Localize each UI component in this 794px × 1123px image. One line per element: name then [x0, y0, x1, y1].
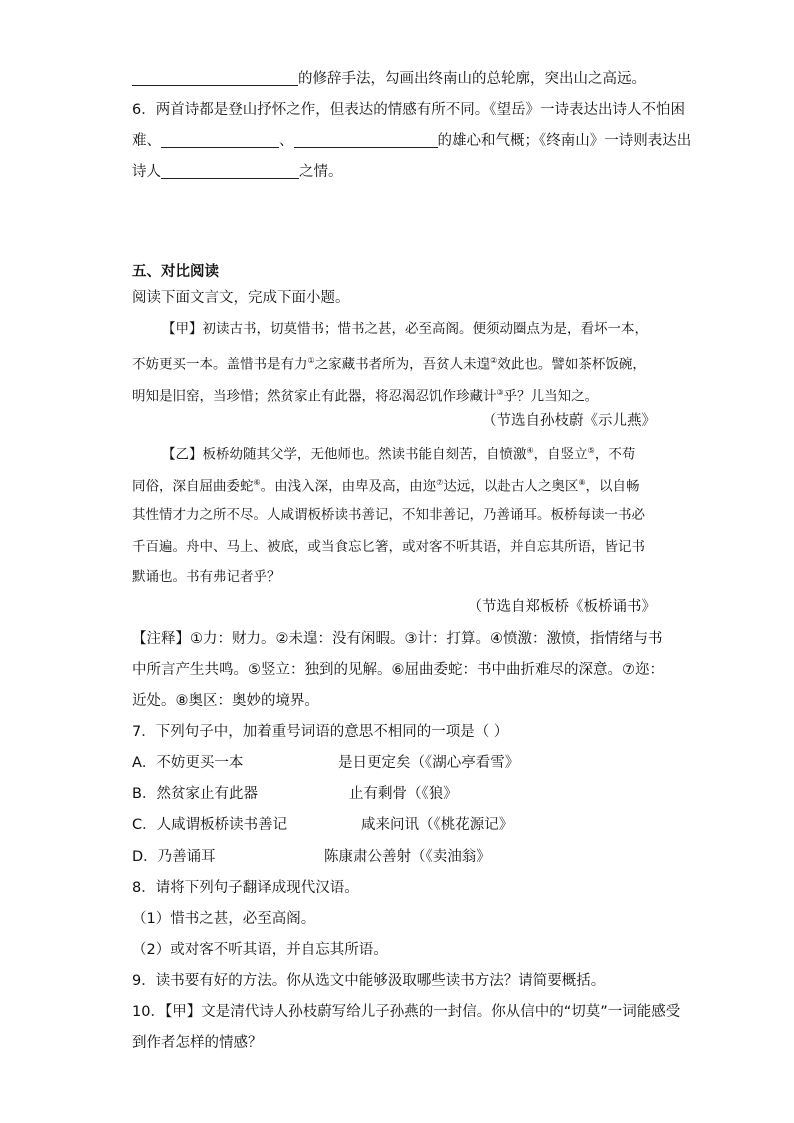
jia-text: 效此也。譬如茶杯饭碗，: [497, 356, 646, 373]
q7-option-b[interactable]: [132, 785, 458, 803]
passage-jia-line-2: [132, 352, 646, 374]
answer-blank[interactable]: [161, 133, 279, 148]
passage-yi-line-1: [162, 442, 635, 464]
instruction: 阅读下面文言文，完成下面小题。: [132, 290, 350, 306]
option-compare-text: 是日更定矣（《湖心亭看雪》: [338, 755, 520, 771]
passage-yi-line-3: 其性情才力之所不尽。人咸谓板桥读书善记，不知非善记，乃善诵耳。板桥每读一书必: [132, 507, 645, 523]
jia-text: 之家藏书者所为，吾贫人未遑: [314, 356, 491, 373]
q5-tail-text: 的修辞手法，勾画出终南山的总轮廓，突出山之高远。: [298, 71, 646, 87]
yi-text: ，不苟: [594, 446, 636, 463]
yi-text: 。由浅入深，由卑及高，由迩: [260, 478, 437, 495]
q6-text: 诗人: [132, 164, 161, 180]
footnote-marker: ⑤: [587, 446, 595, 455]
option-text: C．人咸谓板桥读书善记: [132, 817, 288, 833]
passage-jia-source: （节选自孙枝蔚《示儿燕》: [482, 413, 656, 429]
option-compare-text: 咸来问讯（《桃花源记》: [361, 817, 514, 833]
q5-answer-line: [132, 70, 646, 88]
q6-text: 的雄心和气概；《终南山》一诗则表达出: [437, 133, 692, 149]
q9-stem: 9．读书要有好的方法。你从选文中能够汲取哪些读书方法？请简要概括。: [132, 973, 606, 989]
yi-text: ，自竖立: [533, 446, 588, 463]
passage-yi-line-4: 千百遍。舟中、马上、被底，或当食忘匕箸，或对客不听其语，并自忘其所语，皆记书: [132, 539, 645, 555]
notes-line-1: 【注释】①力：财力。②未遑：没有闲暇。③计：打算。④愤激：激愤，指情绪与书: [132, 631, 663, 647]
q7-option-c[interactable]: [132, 816, 514, 834]
answer-blank[interactable]: [161, 164, 299, 179]
q6-line-3: [132, 163, 343, 181]
jia-text: 乎？儿当知之。: [503, 388, 599, 405]
passage-jia-line-1: 【甲】初读古书，切莫惜书；惜书之甚，必至高阁。便须动圈点为是，看坏一本，: [162, 321, 648, 337]
yi-text: 同俗，深自屈曲委蛇: [132, 478, 254, 495]
option-text: B．然贫家止有此器: [132, 786, 258, 802]
option-compare-text: 止有剩骨（《狼》: [349, 786, 458, 802]
passage-yi-line-5: 默诵也。书有弗记者乎？: [132, 569, 281, 585]
answer-blank[interactable]: [132, 71, 298, 86]
option-text: D．乃善诵耳: [132, 849, 216, 865]
notes-line-2: 中所言产生共鸣。⑤竖立：独到的见解。⑥屈曲委蛇：书中曲折难尽的深意。⑦迩：: [132, 662, 664, 678]
q7-option-a[interactable]: [132, 754, 520, 772]
q6-text: 之情。: [299, 164, 343, 180]
footnote-marker: ②: [490, 356, 498, 365]
footnote-marker: ⑥: [253, 478, 261, 487]
q7-stem: 7．下列句子中，加着重号词语的意思不相同的一项是（ ）: [132, 724, 509, 740]
footnote-marker: ③: [496, 388, 504, 397]
yi-text: 【乙】板桥幼随其父学，无他师也。然读书能自刻苦，自愤激: [162, 446, 527, 463]
q7-option-d[interactable]: [132, 848, 491, 866]
option-text: A．不妨更买一本: [132, 755, 244, 771]
yi-text: ，以自畅: [585, 478, 640, 495]
passage-yi-source: （节选自郑板桥《板桥诵书》: [467, 599, 656, 615]
section-title: 五、对比阅读: [132, 264, 219, 280]
jia-text: 明知是旧窑，当珍惜；然贫家止有此器，将忍渴忍饥作珍藏计: [132, 388, 497, 405]
passage-jia-line-3: [132, 384, 598, 406]
q6-text: 难、: [132, 133, 161, 149]
q10-line-1: 10．【甲】文是清代诗人孙枝蔚写给儿子孙燕的一封信。你从信中的“切莫”一词能感受: [132, 1004, 681, 1020]
footnote-marker: ④: [526, 446, 534, 455]
option-compare-text: 陈康肃公善射（《卖油翁》: [324, 849, 491, 865]
notes-line-3: 近处。⑧奥区：奥妙的境界。: [132, 693, 319, 709]
q8-sentence-1: （1）惜书之甚，必至高阁。: [132, 911, 316, 927]
q8-sentence-2: （2）或对客不听其语，并自忘其所语。: [132, 942, 388, 958]
q6-line-2: [132, 132, 691, 150]
q8-stem: 8．请将下列句子翻译成现代汉语。: [132, 880, 359, 896]
q6-line-1: 6．两首诗都是登山抒怀之作，但表达的情感有所不同。《望岳》一诗表达出诗人不怕困: [132, 102, 685, 118]
answer-blank[interactable]: [294, 133, 438, 148]
q10-line-2: 到作者怎样的情感？: [132, 1035, 263, 1051]
yi-text: 达远，以赴古人之奥区: [443, 478, 579, 495]
footnote-marker: ①: [307, 356, 315, 365]
footnote-marker: ⑧: [578, 478, 586, 487]
passage-yi-line-2: [132, 474, 640, 496]
footnote-marker: ⑦: [436, 478, 444, 487]
jia-text: 不妨更买一本。盖惜书是有力: [132, 356, 308, 373]
q6-text: 、: [279, 133, 294, 149]
